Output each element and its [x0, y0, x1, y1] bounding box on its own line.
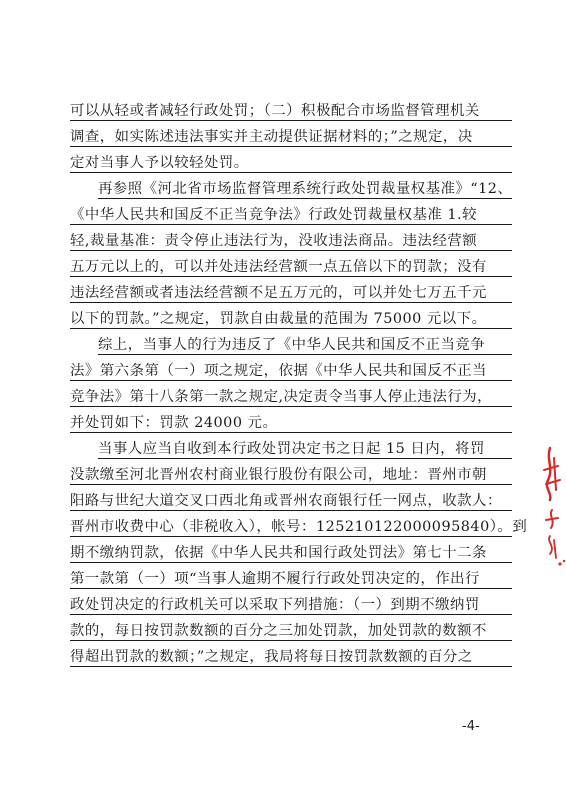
text-line: 《中华人民共和国反不正当竞争法》行政处罚裁量权基准 1.较 — [70, 207, 512, 225]
text-line: 调查，如实陈述违法事实并主动提供证据材料的；”之规定，决 — [70, 129, 512, 147]
page-number: -4- — [462, 719, 480, 734]
text-line: 可以从轻或者减轻行政处罚；（二）积极配合市场监督管理机关 — [70, 103, 512, 121]
text-line: 竞争法》第十八条第一款之规定,决定责令当事人停止违法行为， — [70, 389, 512, 407]
text-line: 得超出罚款的数额；”之规定，我局将每日按罚款数额的百分之 — [70, 649, 512, 667]
text-line: 并处罚如下：罚款 24000 元。 — [70, 415, 512, 433]
text-line: 当事人应当自收到本行政处罚决定书之日起 15 日内，将罚 — [98, 441, 512, 459]
text-line: 五万元以上的，可以并处违法经营额一点五倍以下的罚款；没有 — [70, 259, 512, 277]
text-line: 定对当事人予以较轻处罚。 — [70, 155, 512, 173]
text-line: 违法经营额或者违法经营额不足五万元的，可以并处七万五千元 — [70, 285, 512, 303]
text-line: 以下的罚款。”之规定，罚款自由裁量的范围为 75000 元以下。 — [70, 311, 512, 329]
text-line: 没款缴至河北晋州农村商业银行股份有限公司，地址：晋州市朝 — [70, 467, 512, 485]
text-line: 综上，当事人的行为违反了《中华人民共和国反不正当竞争 — [98, 337, 512, 355]
official-seal-fragment — [540, 440, 566, 570]
text-line: 政处罚决定的行政机关可以采取下列措施：（一）到期不缴纳罚 — [70, 597, 512, 615]
text-line: 晋州市收费中心（非税收入），帐号：125210122000095840）。到 — [70, 519, 528, 535]
text-line: 第一款第（一）项“当事人逾期不履行行政处罚决定的，作出行 — [70, 571, 512, 589]
text-line: 再参照《河北省市场监督管理系统行政处罚裁量权基准》“12、 — [98, 181, 513, 197]
text-line: 期不缴纳罚款，依据《中华人民共和国行政处罚法》第七十二条 — [70, 545, 512, 563]
text-line: 阳路与世纪大道交叉口西北角或晋州农商银行任一网点，收款人： — [70, 493, 512, 511]
text-line: 款的，每日按罚款数额的百分之三加处罚款，加处罚款的数额不 — [70, 623, 512, 641]
text-line: 轻,裁量基准：责令停止违法行为，没收违法商品。违法经营额 — [70, 233, 512, 251]
text-line: 法》第六条第（一）项之规定，依据《中华人民共和国反不正当 — [70, 363, 512, 381]
